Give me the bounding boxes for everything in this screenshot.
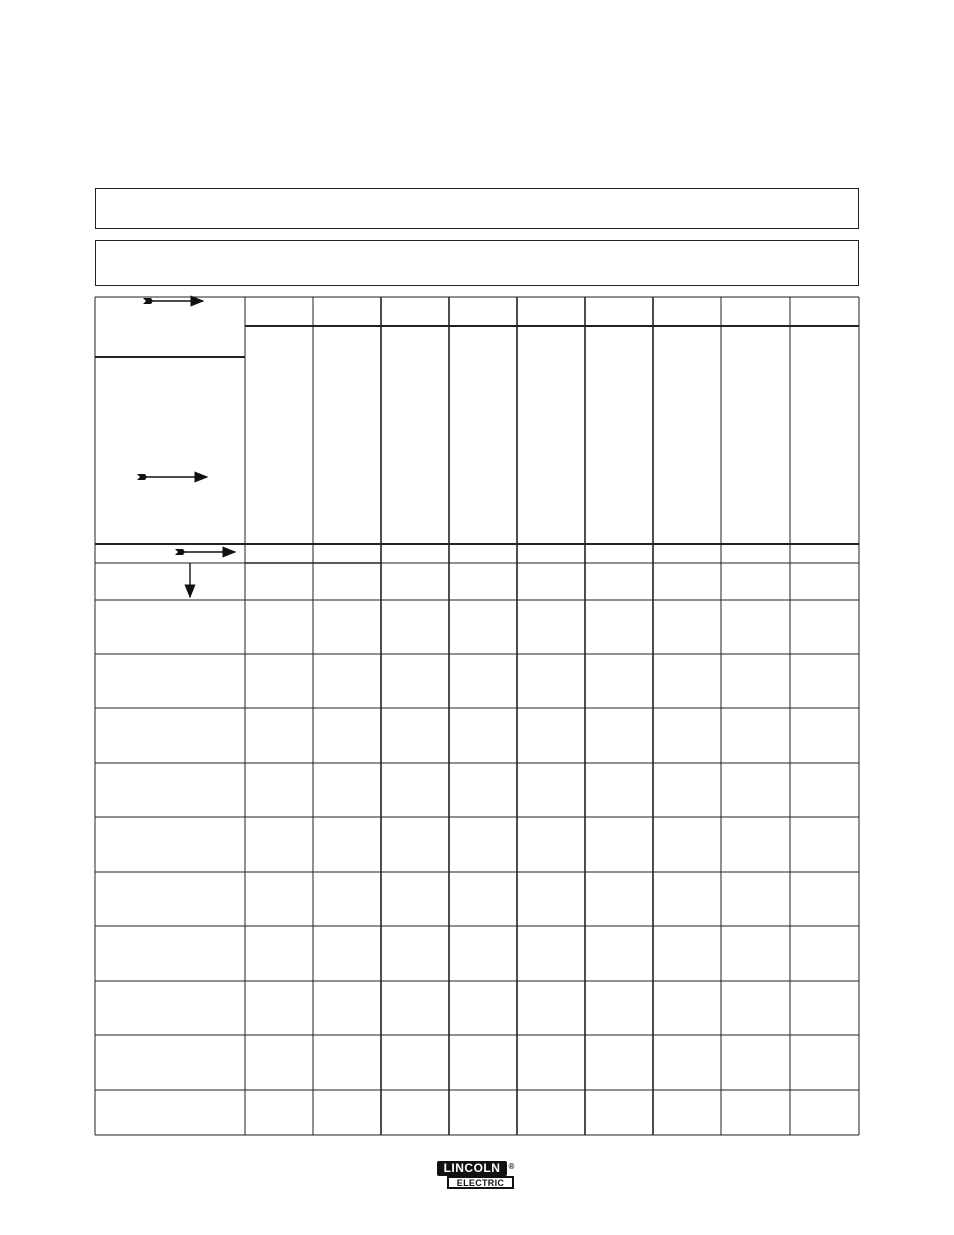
arrow-tail-middle [137,474,147,480]
logo-bottom-text: ELECTRIC [447,1176,514,1189]
arrow-tail-lower [175,549,185,555]
logo-top-text: LINCOLN [437,1161,507,1176]
registered-mark: ® [508,1162,515,1171]
arrow-tail-top [143,298,153,304]
lincoln-electric-logo [437,1161,517,1191]
